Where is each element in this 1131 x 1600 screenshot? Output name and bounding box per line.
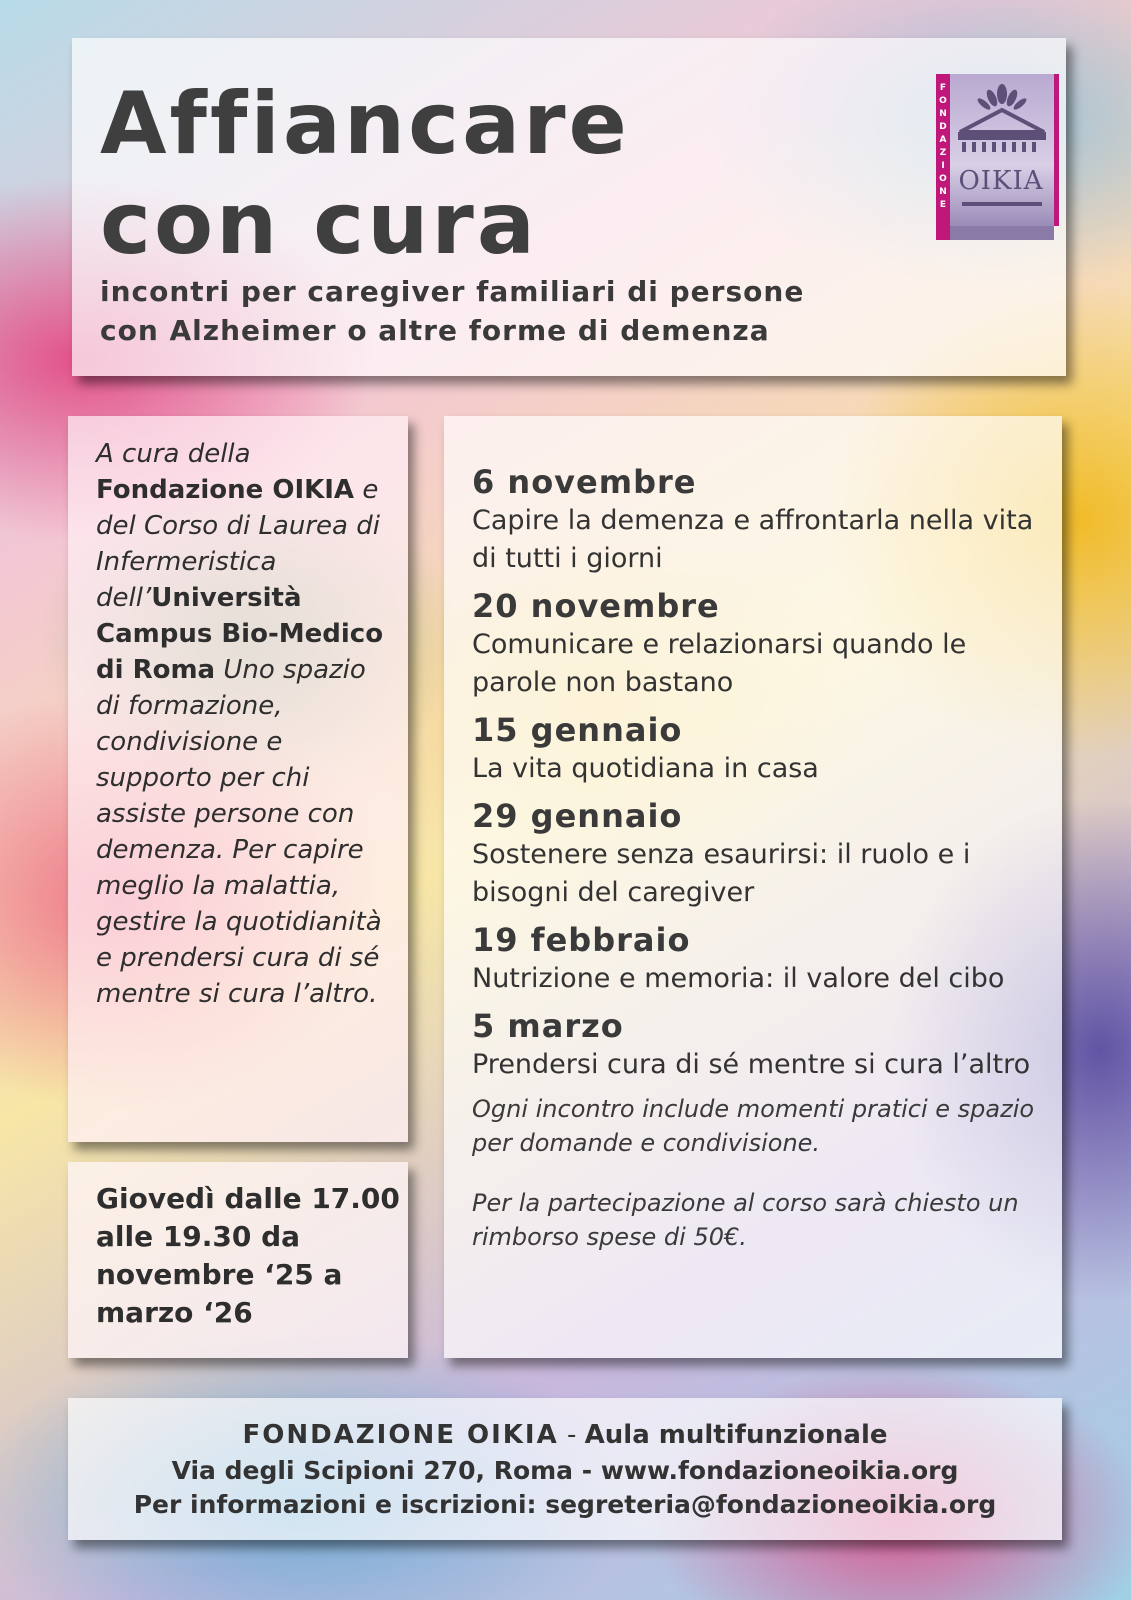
logo-word: OIKIA (958, 166, 1044, 196)
session-item (472, 1006, 1052, 1084)
subtitle-line-2: con Alzheimer o altre forme di demenza (100, 314, 770, 347)
footer-place: Aula multifunzionale (584, 1420, 888, 1450)
oikia-logo (936, 74, 1054, 240)
organizer-panel (68, 416, 408, 1142)
footer-separator: - (558, 1420, 585, 1450)
session-topic: Nutrizione e memoria: il valore del cibo (472, 963, 1005, 994)
footer-panel (68, 1398, 1062, 1540)
footer-contact: Per informazioni e iscrizioni: segreteria@fondazioneoikia.org (133, 1490, 997, 1519)
session-item (472, 920, 1052, 998)
session-date: 15 gennaio (472, 711, 683, 749)
session-item (472, 710, 1052, 788)
session-topic: Capire la demenza e affrontarla nella vita di tutti i giorni (472, 505, 1034, 574)
organizer-text (96, 436, 396, 1012)
session-date: 29 gennaio (472, 797, 683, 835)
logo-vertical-letter: I (941, 161, 945, 171)
program-list (472, 462, 1052, 1254)
logo-vertical-letter: O (939, 174, 947, 184)
program-note-practice: Ogni incontro include momenti pratici e spazio per domande e condivisione. (472, 1095, 1035, 1157)
logo-vertical-letter: D (939, 122, 947, 132)
session-date: 20 novembre (472, 587, 720, 625)
session-date: 6 novembre (472, 463, 697, 501)
program-panel (444, 416, 1062, 1358)
logo-temple-icon (950, 74, 1059, 226)
session-item (472, 796, 1052, 912)
session-topic: Sostenere senza esaurirsi: il ruolo e i bisogni del caregiver (472, 839, 971, 908)
organizer-intro: A cura della (96, 439, 251, 469)
footer-address: Via degli Scipioni 270, Roma - www.fondazioneoikia.org (171, 1456, 959, 1485)
session-item (472, 586, 1052, 702)
logo-vertical-letter: E (939, 200, 947, 210)
logo-vertical-letter: A (939, 135, 947, 145)
logo-vertical-letter: F (939, 83, 947, 93)
program-note-fee: Per la partecipazione al corso sarà chiesto un rimborso spese di 50€. (472, 1189, 1019, 1251)
logo-vertical-letter: N (939, 109, 947, 119)
session-item (472, 462, 1052, 578)
schedule-panel (68, 1162, 408, 1358)
session-topic: La vita quotidiana in casa (472, 753, 819, 784)
subtitle-line-1: incontri per caregiver familiari di persone (100, 275, 805, 308)
logo-vertical-letter: N (939, 187, 947, 197)
footer-venue (68, 1418, 1062, 1452)
session-topic: Prendersi cura di sé mentre si cura l’altro (472, 1049, 1031, 1080)
title-line-1: Affiancare (100, 74, 630, 174)
logo-vertical-letter: O (939, 96, 947, 106)
schedule-text: Giovedì dalle 17.00 alle 19.30 da novembre ‘25 a marzo ‘26 (96, 1182, 400, 1329)
session-date: 19 febbraio (472, 921, 691, 959)
organizer-course: e del Corso di Laurea di Infermeristica dell’ (96, 475, 380, 613)
organizer-description: Uno spazio di formazione, condivisione e supporto per chi assiste persone con demenza. Per capire meglio la malattia, gestire la quotidianità e prendersi cura di sé mentre si cura l’altro. (96, 655, 382, 1009)
session-topic: Comunicare e relazionarsi quando le parole non bastano (472, 629, 967, 698)
logo-vertical-letter: Z (939, 148, 947, 158)
header-panel (72, 38, 1066, 376)
session-date: 5 marzo (472, 1007, 624, 1045)
logo-vertical-text (938, 82, 948, 212)
organizer-university: Università Campus Bio-Medico di Roma (96, 583, 384, 685)
title-line-2: con cura (100, 174, 538, 274)
organizer-foundation: Fondazione OIKIA (96, 475, 355, 505)
footer-org: FONDAZIONE OIKIA (242, 1420, 559, 1450)
logo-base (950, 226, 1054, 240)
